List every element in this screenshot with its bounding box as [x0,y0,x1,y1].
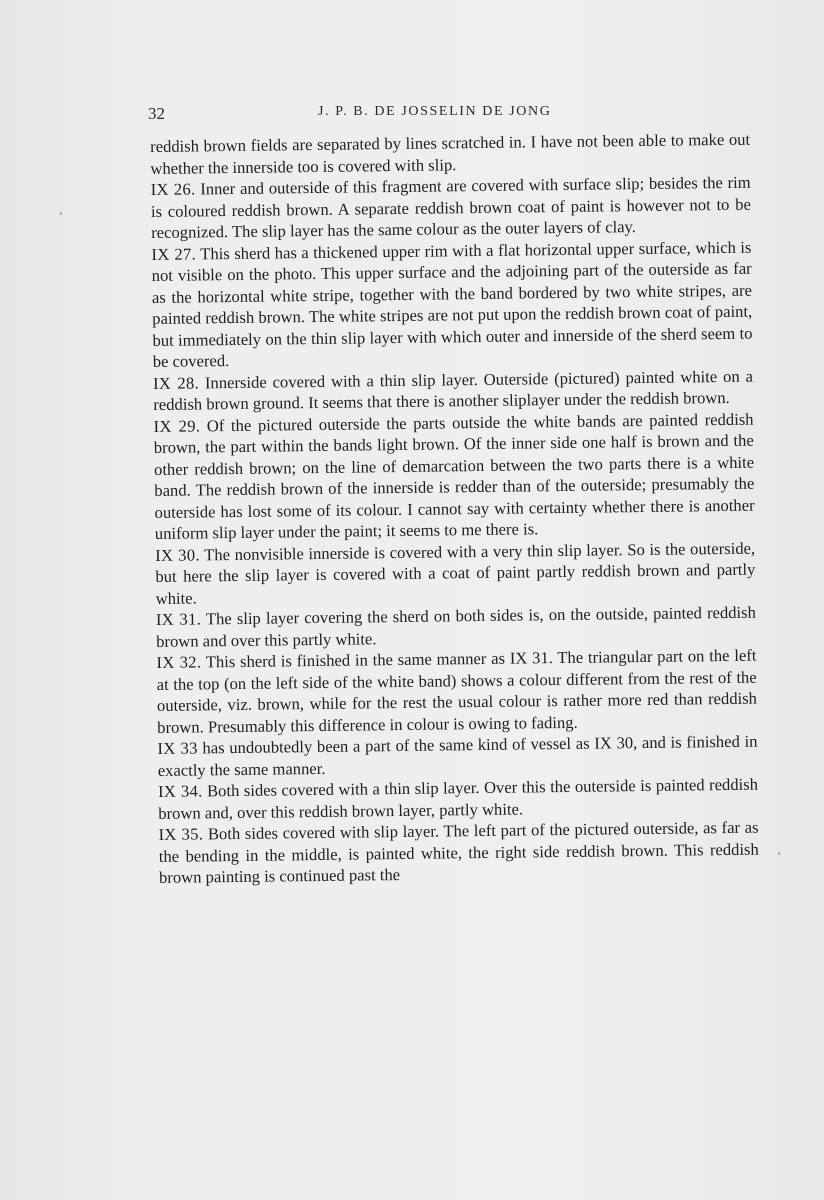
entry-id: IX 32. [156,652,202,672]
paragraph-text: Both sides covered with slip layer. The left part of the pictured outerside, as far as the bending in the middle, is painted white, the right side reddish brown. This reddish brown painting is continued past the [158,817,759,887]
paragraph-text: The slip layer covering the sherd on both sides is, on the outside, painted reddish brown and over this partly white. [156,602,756,651]
paragraph-text: Innerside covered with a thin slip layer. Outerside (pictured) painted white on a reddish brown ground. It seems that there is another sliplayer under the reddish brown. [153,366,754,414]
paragraph-ix-34 [158,774,758,824]
paragraph-ix-29 [153,408,755,544]
entry-id: IX 30. [155,544,200,565]
paragraph-ix-28 [153,365,753,415]
paragraph-ix-27 [151,236,753,372]
entry-id: IX 27. [151,243,197,264]
paragraph-text: has undoubtedly been a part of the same kind of vessel as IX 30, and is finished in exactly the same manner. [157,731,758,780]
entry-id: IX 29. [153,415,201,436]
paragraph-continuation [150,129,750,179]
entry-id: IX 33 [157,738,198,758]
paragraph-text: The nonvisible innerside is covered with a very thin slip layer. So is the outerside, but here the slip layer is covered with a coat of paint partly reddish brown and partly white. [155,538,756,608]
entry-id: IX 28. [152,372,200,393]
paragraph-ix-33 [157,731,757,781]
paragraph-ix-31 [156,602,756,652]
paper-speck [778,852,780,855]
paragraph-text: This sherd is finished in the same manner as IX 31. The triangular part on the left at the top (on the left side of the white band) shows a colour different from the rest of the outerside, viz. brown, while for the rest the usual colour is rather more red than reddish brown. Presumably this difference in colour is owing to fading. [156,645,758,737]
entry-id: IX 26. [150,179,196,199]
paragraph-text: Inner and outerside of this fragment are covered with surface slip; besides the rim is coloured reddish brown. A separate reddish brown coat of paint is however not to be recognized. The slip layer has the same colour as the outer layers of clay. [150,172,751,242]
paragraph-ix-32 [156,645,757,738]
body-text [150,129,759,889]
paragraph-text: Both sides covered with a thin slip layer. Over this the outerside is painted reddish brown and, over this reddish brown layer, partly white. [158,774,759,823]
paragraph-text: This sherd has a thickened upper rim with a flat horizontal upper surface, which is not visible on the photo. This upper surface and the adjoining part of the outerside as far as the horizontal white stripe, together with the band bordered by two white stripes, are painted reddish brown. The white stripes are not put upon the reddish brown coat of paint, but immediately on the thin slip layer with which outer and innerside of the sherd seem to be covered. [151,237,753,371]
paragraph-ix-30 [155,537,756,609]
paragraph-text: Of the pictured outerside the parts outside the white bands are painted reddish brown, the part within the bands light brown. Of the inner side one half is brown and the other reddish brown; on the line of demarcation between the two parts there is a white band. The reddish brown of the innerside is redder than of the outerside; presumably the outerside has lost some of its colour. I cannot say with certainty whether there is another uniform slip layer under the paint; it seems to me there is. [153,409,755,543]
entry-id: IX 31. [155,609,202,629]
entry-id: IX 35. [158,824,204,844]
paragraph-text: reddish brown fields are separated by lines scratched in. I have not been able to make out whether the innerside too is covered with slip. [150,129,751,178]
paper-speck [60,212,62,215]
running-title: J. P. B. DE JOSSELIN DE JONG [318,104,552,119]
entry-id: IX 34. [157,781,203,801]
page-header [148,100,744,130]
paragraph-ix-35 [158,817,759,889]
page-number: 32 [148,104,165,123]
paragraph-ix-26 [151,172,752,244]
